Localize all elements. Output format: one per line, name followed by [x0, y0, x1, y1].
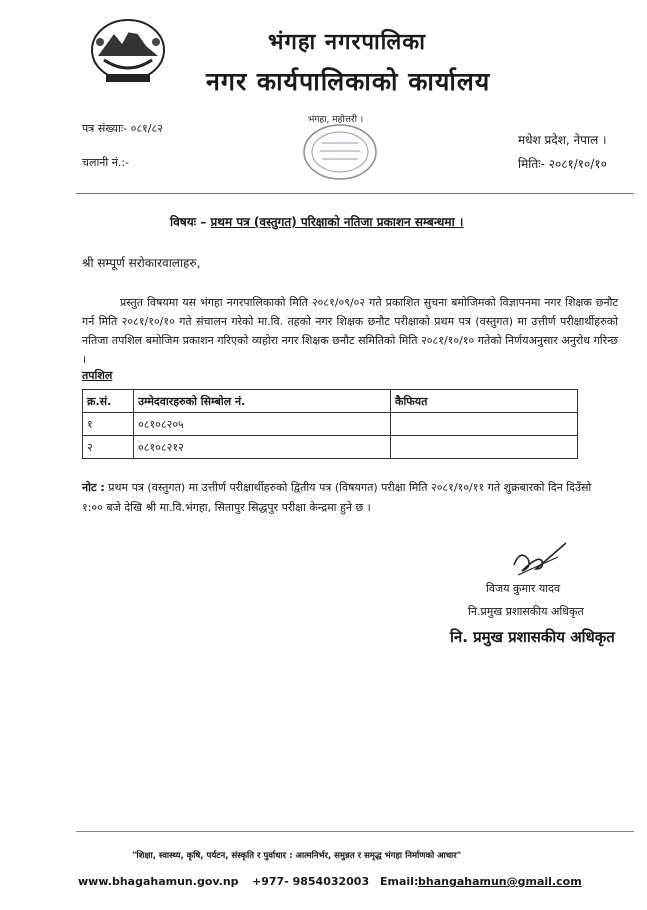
signatory-title: नि.प्रमुख प्रशासकीय अधिकृत [468, 605, 584, 618]
serial-cell: २ [83, 436, 134, 459]
table-header-row [83, 390, 578, 413]
column-header-serial: क्र.सं. [83, 390, 134, 413]
subject-line [170, 213, 463, 230]
signature-icon [508, 535, 568, 581]
note-label: नोट : [82, 481, 105, 494]
footer-motto: "शिक्षा, स्वास्थ्य, कृषि, पर्यटन, संस्कृति र पुर्वाधार : आत्मनिर्भर, समुन्नत र समृद्ध भंगहा निर्माणको आधार" [132, 851, 462, 861]
office-stamp-icon [300, 121, 380, 183]
signatory-name: विजय कुमार यादव [486, 582, 561, 595]
symbol-number-cell: ०८१०८२१२ [134, 436, 391, 459]
office-name: नगर कार्यपालिकाको कार्यालय [206, 67, 491, 96]
footer-email: bhangahamun@gmail.com [418, 875, 582, 888]
letter-body-text: प्रस्तुत विषयमा यस भंगहा नगरपालिकाको मिति २०८१/०९/०२ गते प्रकाशित सुचना बमोजिमको विज्ञापनमा नगर शिक्षक छनौट गर्न मिति २०८१/१०/१० गते संचालन गरेको मा.वि. तहको नगर शिक्षक छनौट परीक्षाको प्रथम पत्र (वस्तुगत) मा उत्तीर्ण परीक्षार्थीहरुको नतिजा तपशिल बमोजिम प्रकाशन गरिएको व्यहोरा नगर शिक्षक छनौट समितिको मिति २०८१/१०/१० गतेको निर्णयअनुसार अनुरोध गरिन्छ । [82, 296, 618, 366]
letter-body [82, 293, 618, 369]
column-header-symbol-number: उम्मेदवारहरुको सिम्बोल नं. [134, 390, 391, 413]
footer-divider [76, 831, 634, 832]
symbol-number-cell: ०८१०८२०५ [134, 413, 391, 436]
province-address: मधेश प्रदेश, नेपाल । [518, 133, 607, 147]
salutation: श्री सम्पूर्ण सरोकारवालाहरु, [82, 256, 201, 270]
remarks-cell [391, 413, 578, 436]
footer-website: www.bhagahamun.gov.np [78, 875, 239, 888]
stamp-location: भंगहा, महोत्तरी । [308, 115, 364, 125]
header-divider [76, 193, 634, 194]
government-emblem-icon [86, 16, 170, 90]
remarks-cell [391, 436, 578, 459]
table-row [83, 436, 578, 459]
footer-email-label: Email: [380, 875, 419, 888]
serial-cell: १ [83, 413, 134, 436]
municipality-name: भंगहा नगरपालिका [268, 30, 426, 55]
column-header-remarks: कैफियत [391, 390, 578, 413]
note-text: प्रथम पत्र (वस्तुगत) मा उत्तीर्ण परीक्षार्थीहरुको द्वितीय पत्र (विषयगत) परीक्षा मिति २०८१/१०/११ गते शुक्रबारको दिन दिउँसो १:०० बजे देखि श्री मा.वि.भंगहा, सितापुर सिद्धपुर परीक्षा केन्द्रमा हुने छ । [82, 481, 592, 514]
letter-date: मितिः- २०८१/१०/१० [518, 157, 607, 171]
schedule-label: तपशिल [82, 369, 113, 382]
table-row [83, 413, 578, 436]
signatory-stamp-title: नि. प्रमुख प्रशासकीय अधिकृत [450, 628, 615, 646]
note-paragraph [82, 478, 602, 518]
reference-number: पत्र संख्याः- ०८१/८२ [82, 122, 163, 135]
subject-text: प्रथम पत्र (वस्तुगत) परिक्षाको नतिजा प्रकाशन सम्बन्धमा । [210, 215, 464, 229]
results-table [82, 389, 578, 459]
subject-label: विषयः – [170, 215, 207, 229]
footer-phone: +977- 9854032003 [252, 875, 370, 888]
dispatch-number: चलानी नं.:- [82, 156, 130, 169]
